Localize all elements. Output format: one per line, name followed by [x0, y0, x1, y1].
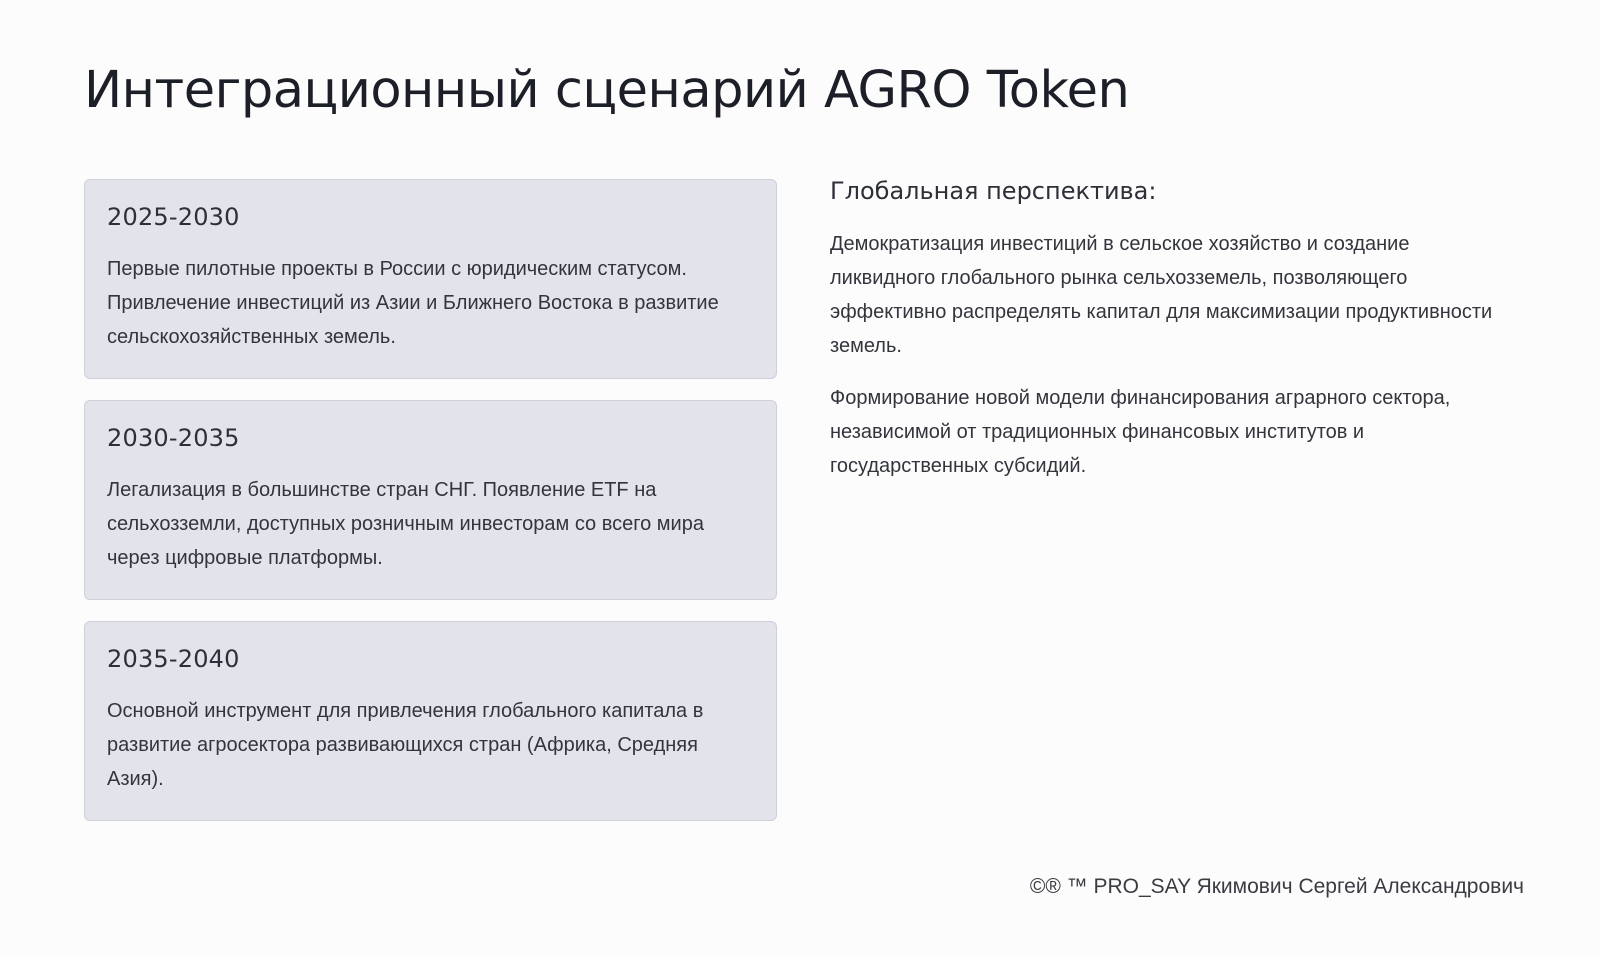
perspective-paragraph: Формирование новой модели финансирования аграрного сектора, независимой от традиционных финансовых институтов и государственных субсидий. — [830, 387, 1451, 477]
timeline-period: 2025-2030 — [107, 203, 240, 231]
global-perspective-section — [830, 173, 1520, 501]
timeline-period: 2035-2040 — [107, 645, 240, 673]
timeline-card — [84, 621, 777, 821]
timeline — [84, 179, 777, 842]
perspective-paragraph: Демократизация инвестиций в сельское хозяйство и создание ликвидного глобального рынка сельхозземель, позволяющего эффективно распределять капитал для максимизации продуктивности земель. — [830, 233, 1493, 357]
timeline-description: Основной инструмент для привлечения глобального капитала в развитие агросектора развивающихся стран (Африка, Средняя Азия). — [107, 700, 704, 790]
timeline-description: Первые пилотные проекты в России с юридическим статусом. Привлечение инвестиций из Азии и Ближнего Востока в развитие сельскохозяйственных земель. — [107, 258, 719, 348]
timeline-card — [84, 179, 777, 379]
timeline-card — [84, 400, 777, 600]
copyright-footer: ©® ™ PRO_SAY Якимович Сергей Александрович — [1029, 875, 1524, 898]
timeline-period: 2030-2035 — [107, 424, 240, 452]
perspective-heading: Глобальная перспектива: — [830, 177, 1157, 205]
page-title: Интеграционный сценарий AGRO Token — [84, 61, 1130, 120]
timeline-description: Легализация в большинстве стран СНГ. Появление ETF на сельхозземли, доступных розничным инвесторам со всего мира через цифровые платформы. — [107, 479, 704, 569]
